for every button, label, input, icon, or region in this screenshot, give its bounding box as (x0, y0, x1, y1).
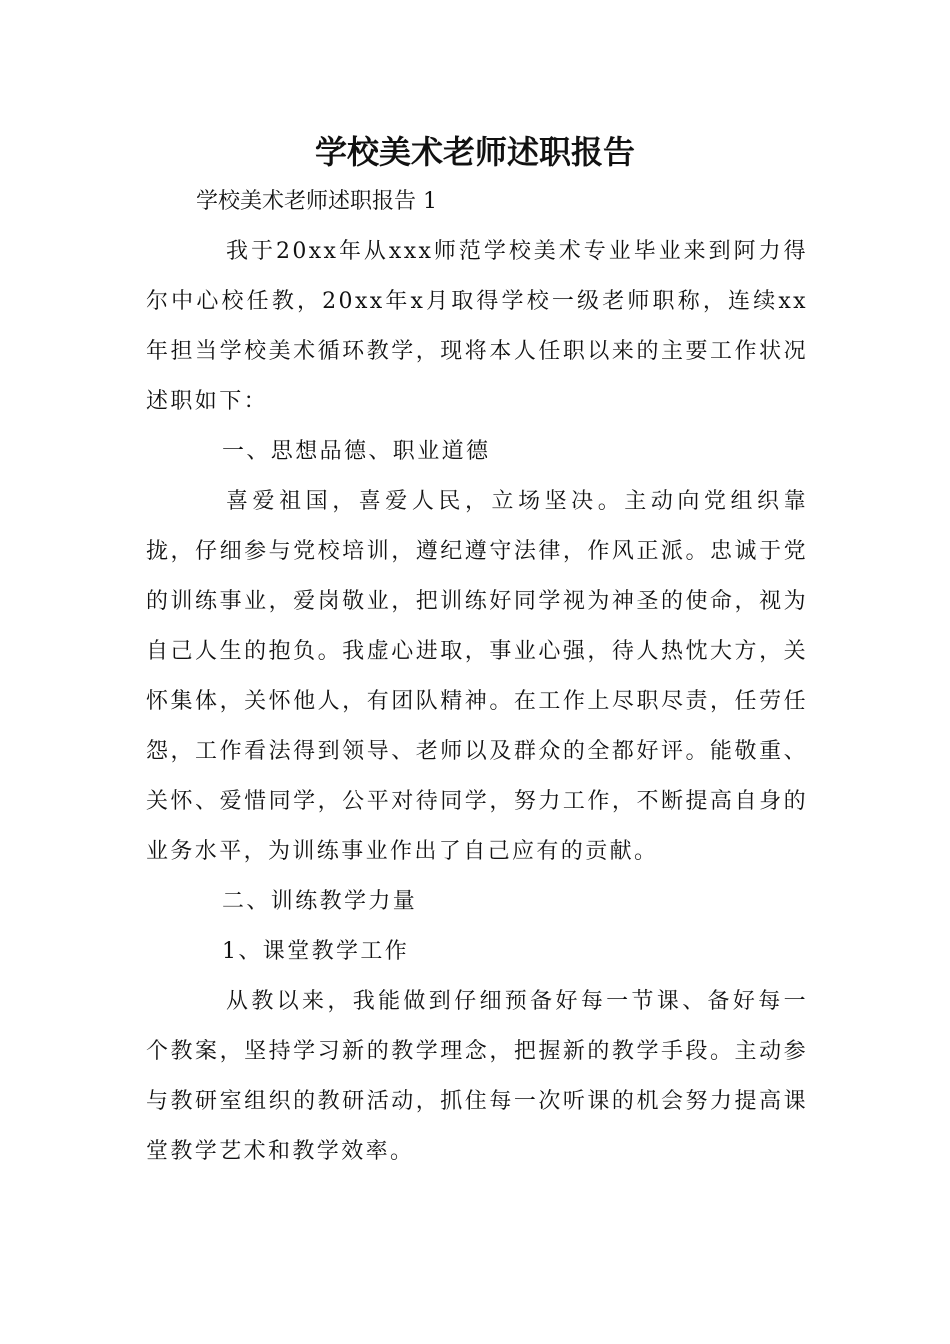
subsection-heading-classroom: 1、课堂教学工作 (222, 939, 410, 964)
section-heading-ethics: 一、思想品德、职业道德 (222, 439, 491, 464)
document-subtitle: 学校美术老师述职报告 1 (196, 189, 437, 214)
section-heading-teaching: 二、训练教学力量 (222, 889, 418, 914)
paragraph-intro: 我于20xx年从xxx师范学校美术专业毕业来到阿力得尔中心校任教，20xx年x月取得学校一级老师职称，连续xx年担当学校美术循环教学，现将本人任职以来的主要工作状况述职如下： (146, 239, 808, 414)
paragraph-classroom: 从教以来，我能做到仔细预备好每一节课、备好每一个教案，坚持学习新的教学理念，把握新的教学手段。主动参与教研室组织的教研活动，抓住每一次听课的机会努力提高课堂教学艺术和教学效率。 (146, 989, 808, 1164)
document-title: 学校美术老师述职报告 (314, 133, 635, 171)
paragraph-ethics: 喜爱祖国，喜爱人民，立场坚决。主动向党组织靠拢，仔细参与党校培训，遵纪遵守法律，作风正派。忠诚于党的训练事业，爱岗敬业，把训练好同学视为神圣的使命，视为自己人生的抱负。我虚心进取，事业心强，待人热忱大方，关怀集体，关怀他人，有团队精神。在工作上尽职尽责，任劳任怨，工作看法得到领导、老师以及群众的全都好评。能敬重、关怀、爱惜同学，公平对待同学，努力工作，不断提高自身的业务水平，为训练事业作出了自己应有的贡献。 (146, 489, 808, 864)
document-body (146, 227, 808, 1177)
